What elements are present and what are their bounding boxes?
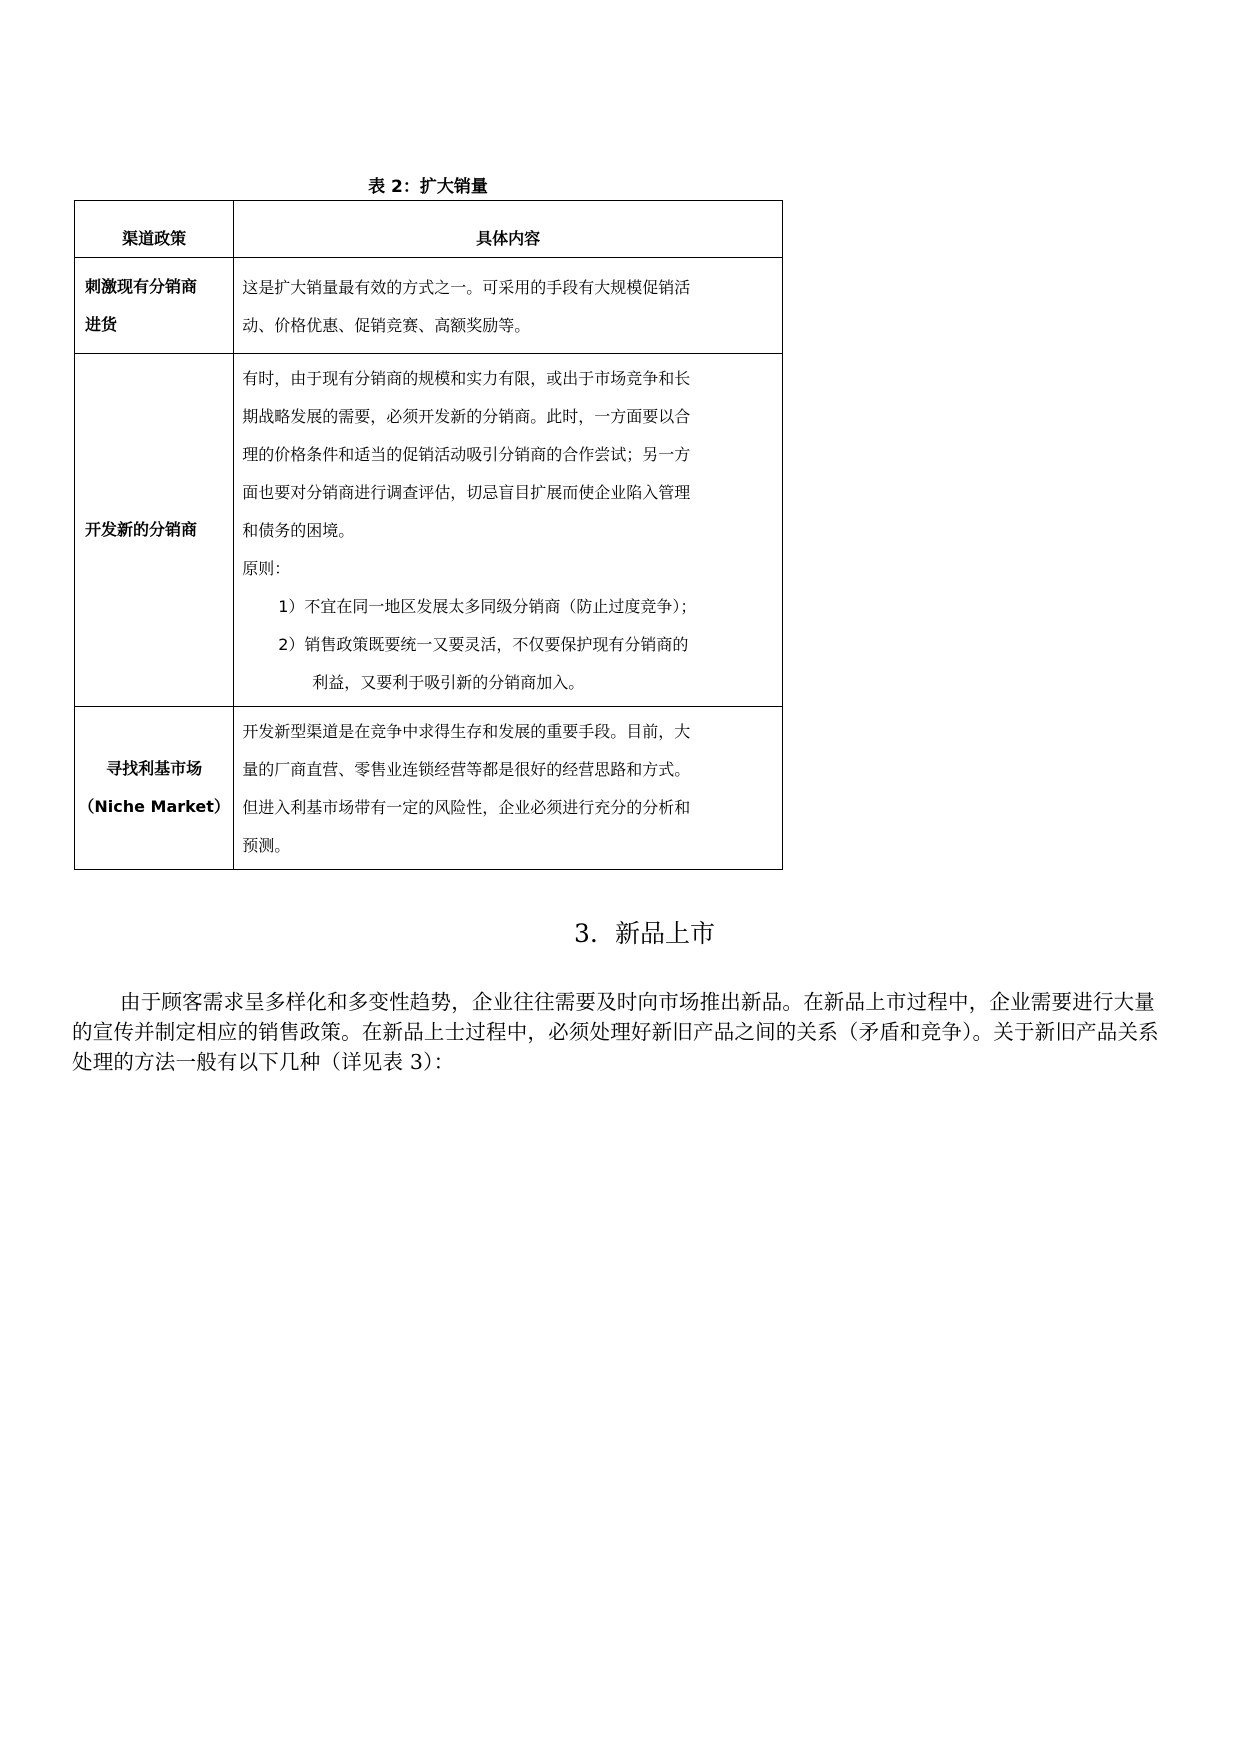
content-line: 2）销售政策既要统一又要灵活，不仅要保护现有分销商的 <box>278 635 689 654</box>
table-row <box>75 354 783 707</box>
content-cell <box>234 258 783 354</box>
content-cell <box>234 707 783 870</box>
policy-line: 进货 <box>85 314 118 334</box>
content-line: 和债务的困境。 <box>242 521 355 540</box>
content-line: 利益，又要利于吸引新的分销商加入。 <box>312 673 585 692</box>
sales-policy-table <box>74 200 783 870</box>
header-policy: 渠道政策 <box>75 201 234 258</box>
header-content: 具体内容 <box>234 201 783 258</box>
section-title-text: 3．新品上市 <box>574 919 715 948</box>
content-line: 原则： <box>242 559 291 578</box>
table-caption: 表 2：扩大销量 <box>368 177 488 197</box>
policy-line: 刺激现有分销商 <box>85 276 198 296</box>
content-cell <box>234 354 783 707</box>
policy-cell <box>75 354 234 707</box>
content-line: 但进入利基市场带有一定的风险性，企业必须进行充分的分析和 <box>242 798 691 817</box>
table-row <box>75 258 783 354</box>
content-line: 这是扩大销量最有效的方式之一。可采用的手段有大规模促销活 <box>242 277 691 297</box>
policy-cell <box>75 258 234 354</box>
policy-line: （Niche Market） <box>78 797 230 816</box>
table-header-row <box>75 201 783 258</box>
content-line: 动、价格优惠、促销竞赛、高额奖励等。 <box>242 315 531 335</box>
content-line: 理的价格条件和适当的促销活动吸引分销商的合作尝试；另一方 <box>242 445 691 464</box>
content-line: 有时，由于现有分销商的规模和实力有限，或出于市场竞争和长 <box>242 369 691 388</box>
policy-line: 寻找利基市场 <box>106 759 203 778</box>
section-title <box>0 914 1241 950</box>
policy-line: 开发新的分销商 <box>85 520 198 539</box>
table-row <box>75 707 783 870</box>
body-paragraph: 由于顾客需求呈多样化和多变性趋势，企业往往需要及时向市场推出新品。在新品上市过程中，企业需要进行大量的宣传并制定相应的销售政策。在新品上士过程中，必须处理好新旧产品之间的关系（矛盾和竞争）。关于新旧产品关系处理的方法一般有以下几种（详见表 3）： <box>72 990 1159 1074</box>
content-line: 预测。 <box>242 836 291 855</box>
content-line: 期战略发展的需要，必须开发新的分销商。此时，一方面要以合 <box>242 407 691 426</box>
content-line: 开发新型渠道是在竞争中求得生存和发展的重要手段。目前，大 <box>242 722 691 741</box>
content-line: 量的厂商直营、零售业连锁经营等都是很好的经营思路和方式。 <box>242 760 691 779</box>
policy-cell <box>75 707 234 870</box>
content-line: 面也要对分销商进行调查评估，切忌盲目扩展而使企业陷入管理 <box>242 483 691 502</box>
content-line: 1）不宜在同一地区发展太多同级分销商（防止过度竞争）； <box>278 597 697 616</box>
